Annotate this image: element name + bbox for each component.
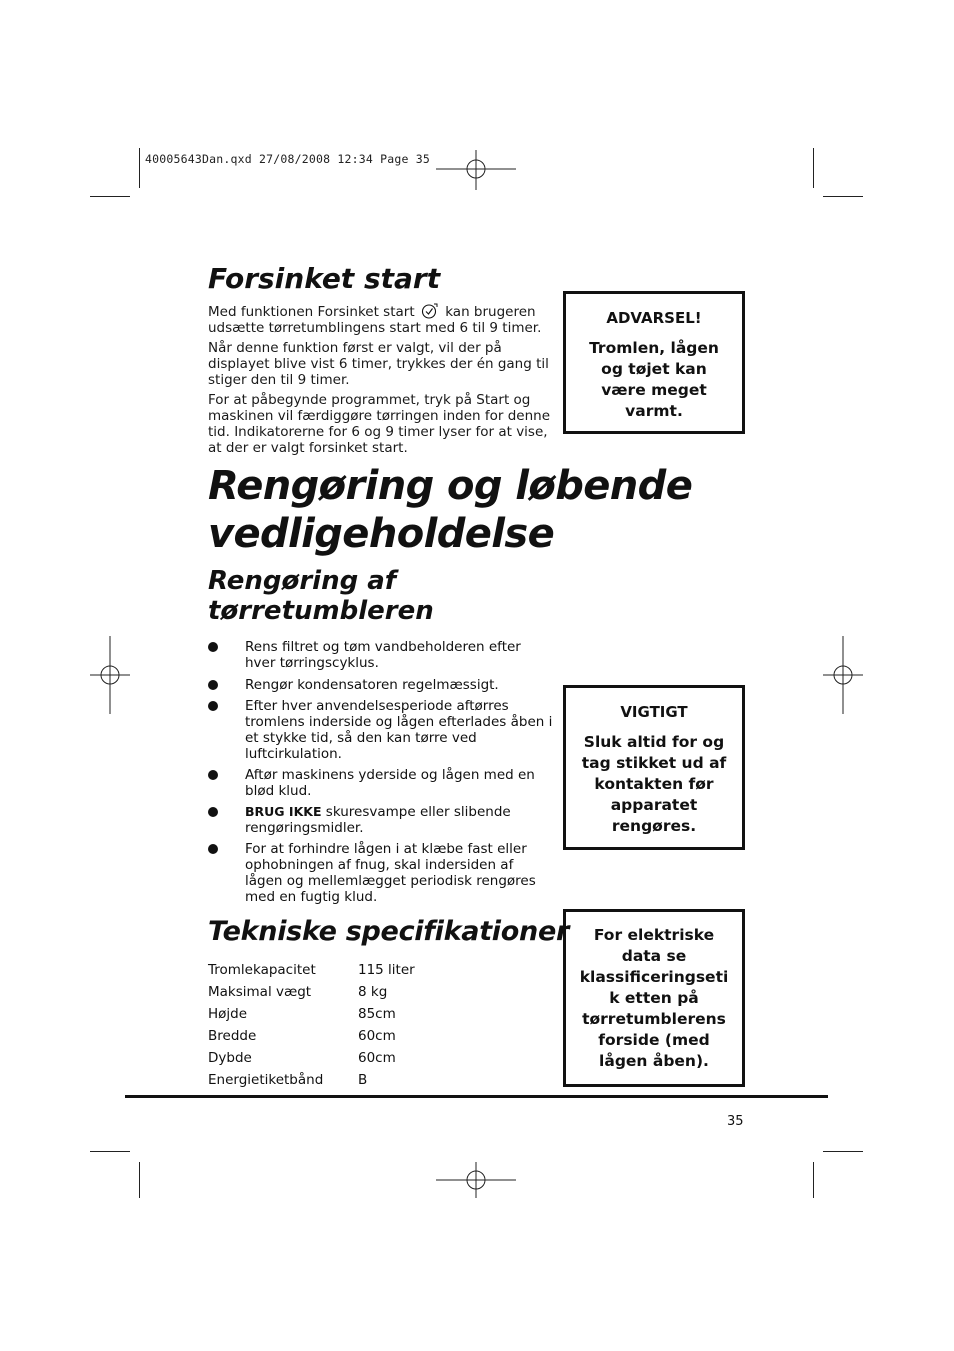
spec-value: 8 kg bbox=[358, 984, 388, 1000]
spec-label: Dybde bbox=[208, 1050, 252, 1066]
list-item bbox=[208, 767, 553, 799]
spec-value: B bbox=[358, 1072, 368, 1088]
spec-label: Energietiketbånd bbox=[208, 1072, 324, 1088]
cleaning-list bbox=[208, 639, 553, 910]
table-row bbox=[208, 984, 415, 1006]
main-title-line-2: vedligeholdelse bbox=[208, 511, 555, 557]
section-title-cleaning-line-1: Rengøring af bbox=[208, 566, 397, 596]
list-item-text: Efter hver anvendelsesperiode aftørres tromlens inderside og lågen efterlades åben i et stykke tid, så den kan tørre ved luftcirkulation. bbox=[245, 698, 553, 762]
table-row bbox=[208, 1050, 415, 1072]
important-text: Sluk altid for og tag stikket ud af kontakten før apparatet rengøres. bbox=[581, 733, 727, 835]
delayed-start-para-3: For at påbegynde programmet, tryk på Start og maskinen vil færdiggøre tørringen inden for denne tid. Indikatorerne for 6 og 9 timer lyser for at vise, at der er valgt forsinket start. bbox=[208, 392, 551, 456]
footer-rule bbox=[125, 1095, 828, 1098]
section-title-specs: Tekniske specifikationer bbox=[208, 916, 569, 947]
delayed-start-text bbox=[208, 303, 553, 460]
section-title-cleaning bbox=[208, 566, 434, 626]
bullet-icon bbox=[208, 642, 218, 652]
main-title-line-1: Rengøring og løbende bbox=[208, 463, 693, 509]
spec-value: 60cm bbox=[358, 1050, 396, 1066]
crop-mark bbox=[813, 148, 814, 188]
table-row bbox=[208, 1028, 415, 1050]
important-heading: VIGTIGT bbox=[620, 703, 688, 721]
crop-mark bbox=[90, 196, 130, 197]
list-item-text: Aftør maskinens yderside og lågen med en blød klud. bbox=[245, 767, 535, 799]
table-row bbox=[208, 1006, 415, 1028]
crop-mark bbox=[90, 1151, 130, 1152]
warning-text: Tromlen, lågen og tøjet kan være meget varmt. bbox=[589, 339, 719, 420]
specs-table bbox=[208, 962, 415, 1094]
crop-mark bbox=[139, 1162, 140, 1198]
print-slug: 40005643Dan.qxd 27/08/2008 12:34 Page 35 bbox=[145, 152, 430, 166]
electrical-info-box bbox=[563, 909, 745, 1087]
delayed-start-para-1-a: Med funktionen Forsinket start bbox=[208, 304, 415, 320]
list-item-text: Rens filtret og tøm vandbeholderen efter hver tørringscyklus. bbox=[245, 639, 521, 671]
section-title-cleaning-line-2: tørretumbleren bbox=[208, 596, 434, 626]
list-item bbox=[208, 677, 553, 693]
spec-value: 115 liter bbox=[358, 962, 415, 978]
bullet-icon bbox=[208, 680, 218, 690]
registration-mark-icon bbox=[90, 636, 130, 714]
electrical-info-text: For elektriske data se klassificeringsetik etten på tørretumblerens forside (med lågen åben). bbox=[579, 926, 729, 1070]
registration-mark-icon bbox=[436, 150, 516, 190]
crop-mark bbox=[823, 1151, 863, 1152]
delayed-start-para-1 bbox=[208, 303, 553, 336]
warning-box bbox=[563, 291, 745, 434]
spec-label: Bredde bbox=[208, 1028, 257, 1044]
list-item bbox=[208, 841, 553, 905]
list-item bbox=[208, 804, 553, 836]
delayed-start-clock-icon bbox=[421, 303, 439, 319]
spec-value: 60cm bbox=[358, 1028, 396, 1044]
warning-heading: ADVARSEL! bbox=[606, 309, 702, 327]
table-row bbox=[208, 962, 415, 984]
bullet-icon bbox=[208, 770, 218, 780]
bullet-icon bbox=[208, 844, 218, 854]
main-title bbox=[208, 462, 692, 558]
bullet-icon bbox=[208, 701, 218, 711]
delayed-start-para-2: Når denne funktion først er valgt, vil der på displayet blive vist 6 timer, trykkes der én gang til stiger den til 9 timer. bbox=[208, 340, 549, 388]
spec-value: 85cm bbox=[358, 1006, 396, 1022]
list-item bbox=[208, 698, 553, 762]
registration-mark-icon bbox=[436, 1162, 516, 1202]
list-item bbox=[208, 639, 553, 671]
table-row bbox=[208, 1072, 415, 1094]
important-box bbox=[563, 685, 745, 850]
crop-mark bbox=[139, 148, 140, 188]
crop-mark bbox=[823, 196, 863, 197]
crop-mark bbox=[813, 1162, 814, 1198]
list-item-bold-prefix: BRUG IKKE bbox=[245, 804, 322, 819]
list-item-text: For at forhindre lågen i at klæbe fast eller ophobningen af fnug, skal indersiden af lågen og mellemlægget periodisk rengøres med en fugtig klud. bbox=[245, 841, 536, 905]
delayed-start-para-1-b: kan brugeren udsætte tørretumblingens start med 6 til 9 timer. bbox=[208, 304, 542, 336]
bullet-icon bbox=[208, 807, 218, 817]
spec-label: Maksimal vægt bbox=[208, 984, 312, 1000]
spec-label: Højde bbox=[208, 1006, 248, 1022]
section-title-delayed-start: Forsinket start bbox=[208, 262, 441, 295]
list-item-text: skuresvampe eller slibende rengøringsmidler. bbox=[245, 804, 511, 836]
spec-label: Tromlekapacitet bbox=[208, 962, 316, 978]
list-item-text: Rengør kondensatoren regelmæssigt. bbox=[245, 677, 499, 693]
registration-mark-icon bbox=[823, 636, 863, 714]
page-number: 35 bbox=[727, 1114, 744, 1129]
